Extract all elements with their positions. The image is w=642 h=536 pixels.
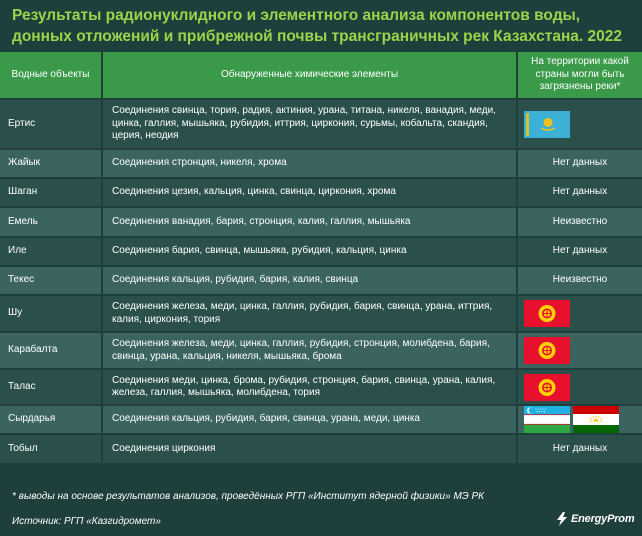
river-name-cell: Шу: [0, 295, 102, 332]
table-row: [0, 405, 642, 434]
river-name-cell: Тобыл: [0, 434, 102, 463]
elements-cell: Соединения циркония: [102, 434, 517, 463]
table-header-row: [0, 52, 642, 99]
country-cell: [517, 405, 642, 434]
table-row: [0, 207, 642, 237]
elements-cell: Соединения меди, цинка, брома, рубидия, стронция, бария, свинца, урана, калия, железа, галлия, мышьяка, молибдена, тория: [102, 369, 517, 405]
elements-cell: Соединения железа, меди, цинка, галлия, рубидия, стронция, молибдена, бария, свинца, урана, кальция, никеля, мышьяка, брома: [102, 332, 517, 369]
river-name-cell: Иле: [0, 237, 102, 266]
table-row: [0, 178, 642, 207]
river-name-cell: Сырдарья: [0, 405, 102, 434]
river-name-cell: Емель: [0, 207, 102, 237]
table-row: [0, 295, 642, 332]
elements-cell: Соединения кальция, рубидия, бария, свинца, урана, меди, цинка: [102, 405, 517, 434]
elements-cell: Соединения стронция, никеля, хрома: [102, 149, 517, 178]
country-cell: Неизвестно: [517, 266, 642, 295]
source-note: Источник: РГП «Казгидромет»: [12, 516, 161, 527]
river-name-cell: Талас: [0, 369, 102, 405]
country-cell: [517, 332, 642, 369]
kazakhstan-flag: [524, 111, 570, 138]
country-cell: [517, 99, 642, 149]
table-row: [0, 332, 642, 369]
table-row: [0, 149, 642, 178]
country-cell: Нет данных: [517, 237, 642, 266]
country-cell: Нет данных: [517, 178, 642, 207]
table-row: [0, 434, 642, 463]
river-name-cell: Шаган: [0, 178, 102, 207]
river-name-cell: Карабалта: [0, 332, 102, 369]
country-flags: [524, 111, 642, 138]
river-name-cell: Текес: [0, 266, 102, 295]
tajikistan-flag: [573, 406, 619, 433]
country-cell: Нет данных: [517, 434, 642, 463]
table-body: [0, 99, 642, 463]
page-title: Результаты радионуклидного и элементного анализа компонентов воды, донных отложений и прибрежной почвы трансграничных рек Казахстана. 2022: [12, 7, 623, 45]
country-flags: [524, 300, 642, 327]
kyrgyzstan-flag: [524, 337, 570, 364]
river-name-cell: Жайык: [0, 149, 102, 178]
elements-cell: Соединения ванадия, бария, стронция, калия, галлия, мышьяка: [102, 207, 517, 237]
elements-cell: Соединения кальция, рубидия, бария, калия, свинца: [102, 266, 517, 295]
country-cell: [517, 369, 642, 405]
kyrgyzstan-flag: [524, 374, 570, 401]
table-row: [0, 99, 642, 149]
header-elements: Обнаруженные химические элементы: [102, 52, 517, 99]
results-table: [0, 52, 642, 463]
logo-text: EnergyProm: [571, 513, 635, 525]
header-country: На территории какой страны могли быть загрязнены реки*: [517, 52, 642, 99]
lightning-bolt-icon: [555, 512, 569, 526]
river-name-cell: Ертис: [0, 99, 102, 149]
uzbekistan-flag: [524, 406, 570, 433]
table-row: [0, 266, 642, 295]
elements-cell: Соединения свинца, тория, радия, актиния, урана, титана, никеля, ванадия, меди, цинка, галлия, мышьяка, рубидия, иттрия, циркония, сурьмы, кобальта, скандия, церия, неодия: [102, 99, 517, 149]
table-row: [0, 369, 642, 405]
kyrgyzstan-flag: [524, 300, 570, 327]
country-cell: Нет данных: [517, 149, 642, 178]
country-cell: Неизвестно: [517, 207, 642, 237]
table-row: [0, 237, 642, 266]
elements-cell: Соединения цезия, кальция, цинка, свинца, циркония, хрома: [102, 178, 517, 207]
footnote: * выводы на основе результатов анализов, проведённых РГП «Институт ядерной физики» МЭ РК: [12, 491, 485, 502]
elements-cell: Соединения железа, меди, цинка, галлия, рубидия, бария, свинца, урана, иттрия, калия, циркония, тория: [102, 295, 517, 332]
country-flags: [524, 406, 642, 433]
energyprom-logo: [555, 512, 634, 526]
country-flags: [524, 374, 642, 401]
elements-cell: Соединения бария, свинца, мышьяка, рубидия, кальция, цинка: [102, 237, 517, 266]
country-flags: [524, 337, 642, 364]
country-cell: [517, 295, 642, 332]
header-water-objects: Водные объекты: [0, 52, 102, 99]
